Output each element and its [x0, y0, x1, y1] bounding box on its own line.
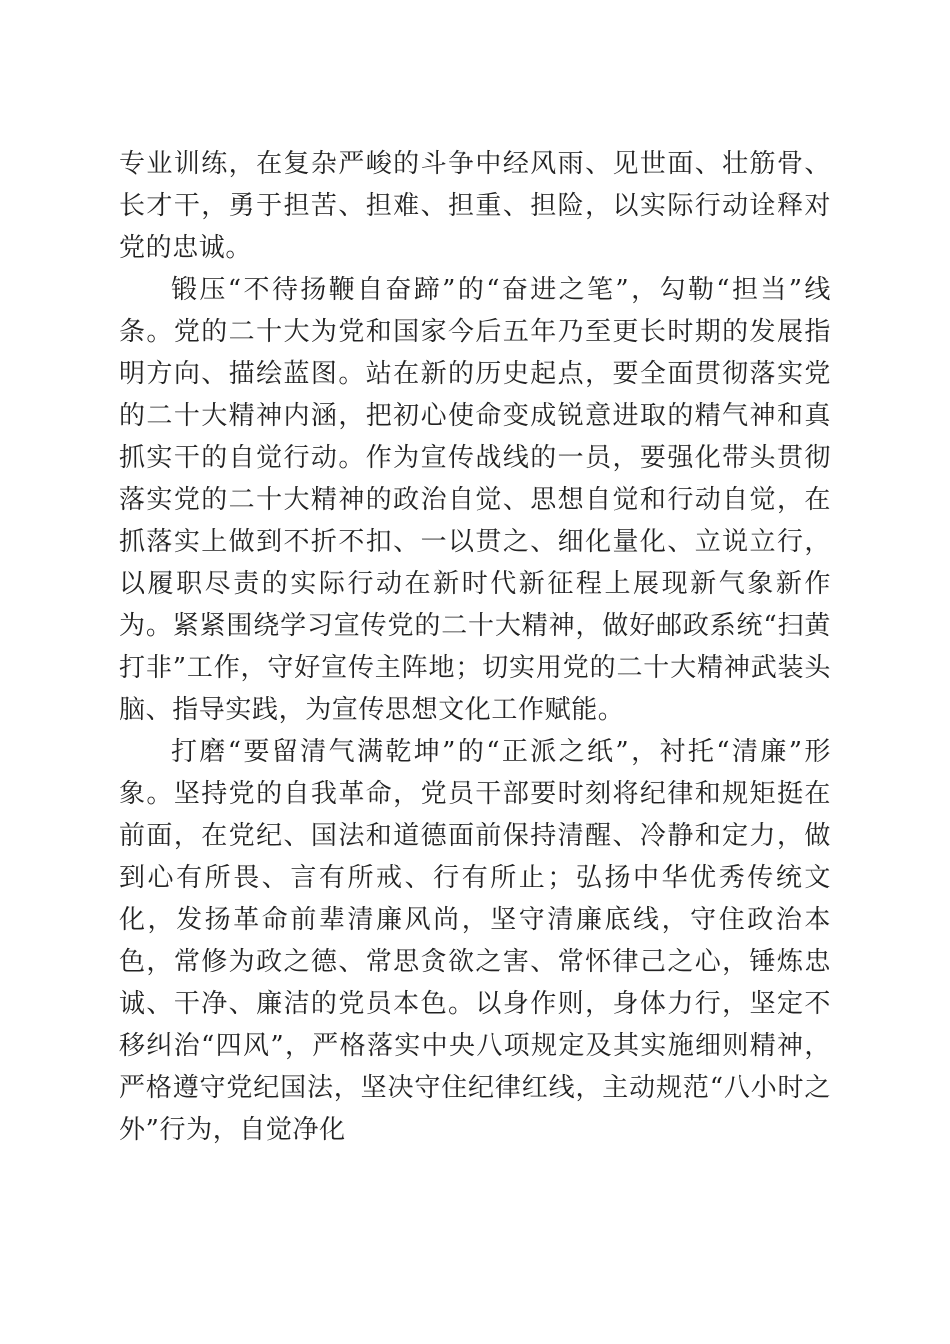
- paragraph-2: 锻压“不待扬鞭自奋蹄”的“奋进之笔”，勾勒“担当”线条。党的二十大为党和国家今后五年乃至更长时期的发展指明方向、描绘蓝图。站在新的历史起点，要全面贯彻落实党的二十大精神内涵，把初心使命变成锐意进取的精气神和真抓实干的自觉行动。作为宣传战线的一员，要强化带头贯彻落实党的二十大精神的政治自觉、思想自觉和行动自觉，在抓落实上做到不折不扣、一以贯之、细化量化、立说立行，以履职尽责的实际行动在新时代新征程上展现新气象新作为。紧紧围绕学习宣传党的二十大精神，做好邮政系统“扫黄打非”工作，守好宣传主阵地；切实用党的二十大精神武装头脑、指导实践，为宣传思想文化工作赋能。: [119, 275, 831, 725]
- paragraph-1: 专业训练，在复杂严峻的斗争中经风雨、见世面、壮筋骨、长才干，勇于担苦、担难、担重、担险，以实际行动诠释对党的忠诚。: [119, 149, 831, 263]
- paragraph-3: 打磨“要留清气满乾坤”的“正派之纸”，衬托“清廉”形象。坚持党的自我革命，党员干部要时刻将纪律和规矩挺在前面，在党纪、国法和道德面前保持清醒、冷静和定力，做到心有所畏、言有所戒、行有所止；弘扬中华优秀传统文化，发扬革命前辈清廉风尚，坚守清廉底线，守住政治本色，常修为政之德、常思贪欲之害、常怀律己之心，锤炼忠诚、干净、廉洁的党员本色。以身作则，身体力行，坚定不移纠治“四风”，严格落实中央八项规定及其实施细则精神，严格遵守党纪国法，坚决守住纪律红线，主动规范“八小时之外”行为，自觉净化: [119, 737, 831, 1145]
- document-body: [119, 143, 831, 1151]
